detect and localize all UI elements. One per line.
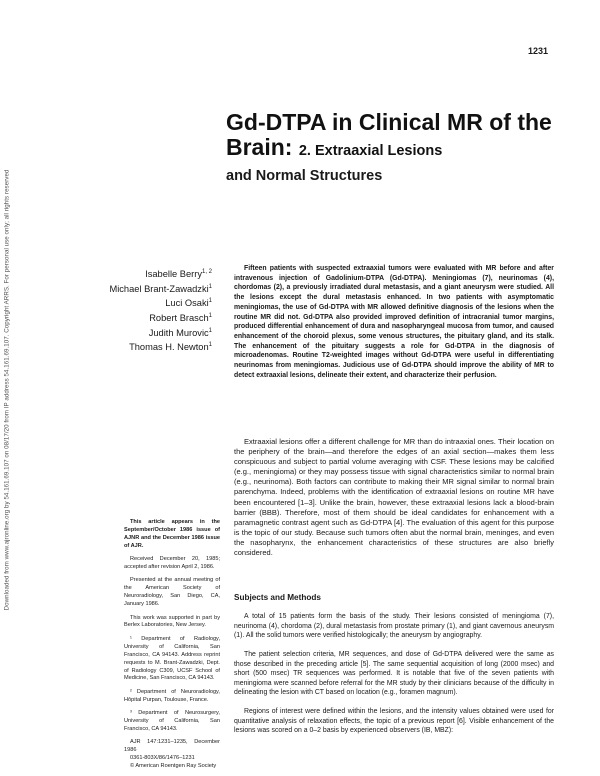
title-sub: 2. Extraaxial Lesions: [298, 143, 443, 159]
citation-line: © American Roentgen Ray Society: [130, 763, 217, 770]
section-heading-methods: Subjects and Methods: [234, 593, 321, 602]
citation-line: 0361-803X/86/1476–1231: [130, 755, 195, 762]
author: Michael Brant-Zawadzki$^1$: [109, 283, 212, 294]
methods-paragraph: Regions of interest were defined within the lesions, and the intensity values obtained were used for quantitative analysis of relaxation effects, the topic of a previous report [6]. Visible enhancement of the lesions was scored on a 0–2 basis by experienced observers (IB, MBZ):: [234, 708, 554, 735]
methods-paragraph: A total of 15 patients form the basis of the study. Their lesions consisted of meningioma (7), neurinoma (4), chordoma (2), dural metastasis from prostate primary (1), and giant cavernous aneurysm (1). All the solid tumors were verified histologically; the aneurysm by angiography.: [234, 613, 554, 640]
author: Thomas H. Newton$^1$: [129, 342, 212, 353]
author: Luci Osaki$^1$: [165, 298, 212, 309]
footnote: ¹ Department of Radiology, University of California, San Francisco, CA 94143. Address reprint requests to M. Brant-Zawadzki, Dept. of Radiology C309, UCSF School of Medicine, San Francisco, CA 94143.: [124, 635, 220, 682]
title-line3: and Normal Structures: [226, 168, 383, 184]
methods-paragraph: The patient selection criteria, MR sequences, and dose of Gd-DTPA delivered were the same as those described in the preceding article [5]. The same sequential acquisition of long (2000 msec) and short (500 msec) TR sequences was performed. It is notable that five of the seven patients with meningioma were scanned before referral for the MR study by their clinicians because of the difficulty in delineating the lesion with CT based on location (e.g., foramen magnum).: [234, 651, 554, 697]
footnotes: [124, 519, 220, 771]
title-main: Gd-DTPA in Clinical MR of the Brain:: [226, 109, 552, 160]
footnote: Received December 20, 1985; accepted after revision April 2, 1986.: [124, 556, 220, 571]
watermark-text: Downloaded from www.ajronline.org by 54.161.69.107 on 08/17/20 from IP address 54.161.69.107. Copyright ARRS. For personal use only; all rights reserved: [3, 169, 11, 611]
author-list: [109, 266, 212, 354]
citation-line: AJR 147:1231–1235, December 1986: [124, 739, 220, 754]
footnote: This work was supported in part by Berlex Laboratories, New Jersey.: [124, 614, 220, 629]
download-watermark: [2, 10, 12, 770]
page-number: 1231: [527, 46, 548, 56]
author: Robert Brasch$^1$: [149, 313, 212, 324]
footnote: Presented at the annual meeting of the American Society of Neuroradiology, San Diego, CA, January 1986.: [124, 577, 220, 608]
introduction-paragraph: Extraaxial lesions offer a different challenge for MR than do intraaxial ones. Their location on the periphery of the brain—and therefore the edges of an axial section—makes them less conspicuous and subject to partial volume averaging with CSF. These lesions may be calcified (e.g., meningioma) or they may possess tissue with signal characteristics similar to normal brain (e.g., neurinoma). Both factors can contribute to making their MR signal similar to normal brain parenchyma. Indeed, problems with the identification of extraaxial lesions on routine MR have been encountered [1–3]. Unlike the brain, however, these extraaxial lesions lack a blood-brain barrier (BBB). Therefore, most of them should be ideal candidates for enhancement with a paramagnetic contrast agent such as Gd-DTPA [4]. The evaluation of this agent for this purpose is the topic of our study. Because such tumors often abut the normal brain, meninges, and even the nasopharynx, the enhancement characteristics of these structures are also briefly considered.: [234, 437, 554, 558]
footnote: ³ Department of Neurosurgery, University of California, San Francisco, CA 94143.: [124, 710, 220, 732]
abstract: Fifteen patients with suspected extraaxial tumors were evaluated with MR before and after intravenous injection of Gadolinium-DTPA (Gd-DTPA). Meningiomas (7), neurinomas (4), chordomas (2), a previously irradiated dural metastasis, and a giant aneurysm were studied. All the lesions except the dural metastasis enhanced. In two patients with asymptomatic meningiomas, the use of Gd-DTPA with MR allowed definitive diagnosis of the lesions when the routine MR did not. Gd-DTPA also provided improved definition of intracranial tumor margins, produced differential enhancement of dura and nasopharyngeal mucosa from tumor, and caused enhancement of the choroid plexus, some venous structures, the pituitary gland, and its stalk. The enhancement of the pituitary suggests a role for Gd-DTPA in the diagnosis of microadenomas. Routine T2-weighted images without Gd-DTPA were useful in differentiating neurinomas from meningiomas. Judicious use of Gd-DTPA should improve the ability of MR to detect extraaxial lesions, delineate their extent, and characterize their perfusion.: [234, 265, 554, 379]
author: Judith Murovic$^1$: [148, 327, 212, 338]
footnote: ² Department of Neuroradiology, Hôpital Purpan, Toulouse, France.: [124, 688, 220, 703]
article-title: [226, 110, 556, 184]
author: Isabelle Berry$^{1, 2}$: [145, 269, 212, 280]
footnote: This article appears in the September/October 1986 issue of AJNR and the December 1986 issue of AJR.: [124, 519, 220, 549]
